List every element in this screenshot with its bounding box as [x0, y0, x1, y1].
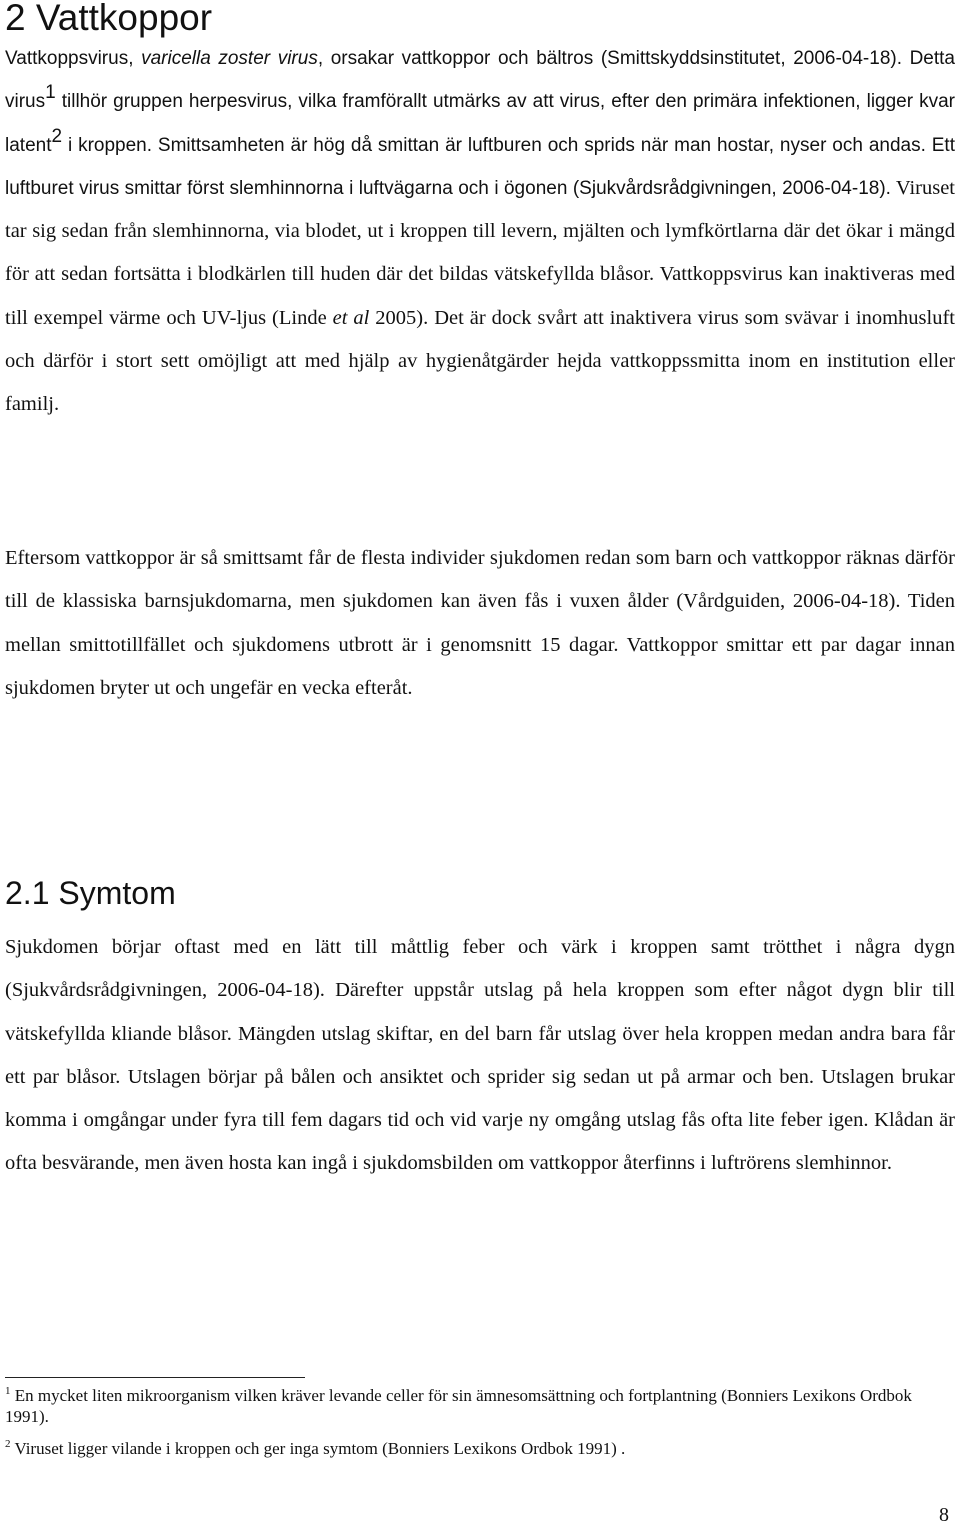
text-run: i kroppen. Smittsamheten är hög då smittan är luftburen och sprids när man hostar, nyser och andas. Ett luftburet virus smittar först slemhinnorna i luftvägarna och i ögonen (Sjukvårdsrådgivningen, 2006-04-18).	[5, 134, 955, 199]
footnote-marker: 2	[5, 1438, 11, 1450]
footnote-separator	[5, 1377, 305, 1378]
text-run: Vattkoppsvirus,	[5, 48, 142, 69]
footnote-ref: 2	[51, 125, 63, 147]
text-run: tillhör gruppen herpesvirus, vilka framförallt utmärks av att virus, efter den primära infektionen, ligger kvar latent	[5, 91, 955, 156]
text-run: 2005). Det är dock svårt att inaktivera virus som svävar i inomhusluft och därför i stort sett omöjligt att med hjälp av hygienåtgärder hejda vattkoppssmitta inom en institution eller familj.	[5, 306, 955, 416]
section-heading: 2 Vattkoppor	[5, 0, 213, 38]
paragraph-symptoms: Sjukdomen börjar oftast med en lätt till måttlig feber och värk i kroppen samt trötthet i några dygn (Sjukvårdsrådgivningen, 2006-04-18). Därefter uppstår utslag på hela kroppen som efter något dygn blir till vätskefyllda kliande blåsor. Mängden utslag skiftar, en del barn får utslag över hela kroppen medan andra bara får ett par blåsor. Utslagen börjar på bålen och ansiktet och sprider sig sedan ut på armar och ben. Utslagen brukar komma i omgångar under fyra till fem dagars tid och vid varje ny omgång utslag fås ofta lite feber igen. Klådan är ofta besvärande, men även hosta kan ingå i sjukdomsbilden om vattkoppor återfinns i luftrörens slemhinnor.	[5, 936, 955, 1175]
paragraph-intro	[5, 37, 955, 427]
text-run: Viruset tar sig sedan från slemhinnorna, via blodet, ut i kroppen till levern, mjälten och lymfkörtlarna där det ökar i mängd för att sedan fortsätta i blodkärlen till huden där det bildas vätskefyllda blåsor. Vattkoppsvirus kan inaktiveras med till exempel värme och UV-ljus (Linde	[5, 176, 956, 329]
footnote-ref: 1	[45, 82, 56, 104]
paragraph-body: Eftersom vattkoppor är så smittsamt får de flesta individer sjukdomen redan som barn och vattkoppor räknas därför till de klassiska barnsjukdomarna, men sjukdomen kan även fås i vuxen ålder (Vårdguiden, 2006-04-18). Tiden mellan smittotillfället och sjukdomens utbrott är i genomsnitt 15 dagar. Vattkoppor smittar ett par dagar innan sjukdomen bryter ut och ungefär en vecka efteråt.	[5, 547, 955, 699]
text-run: , orsakar vattkoppor och bältros (Smittskyddsinstitutet, 2006-04-18). Detta virus	[5, 48, 955, 113]
footnote-text: Viruset ligger vilande i kroppen och ger inga symtom (Bonniers Lexikons Ordbok 1991) .	[10, 1439, 626, 1458]
footnote	[5, 1438, 945, 1459]
italic-term: et al	[332, 306, 370, 329]
footnote-marker: 1	[5, 1385, 11, 1397]
footnote-text: En mycket liten mikroorganism vilken kräver levande celler för sin ämnesomsättning och fortplantning (Bonniers Lexikons Ordbok 1991).	[5, 1386, 912, 1426]
page-number: 8	[939, 1504, 949, 1526]
footnote	[5, 1385, 945, 1427]
italic-term: varicella zoster virus	[141, 48, 318, 69]
subsection-heading: 2.1 Symtom	[5, 875, 176, 911]
